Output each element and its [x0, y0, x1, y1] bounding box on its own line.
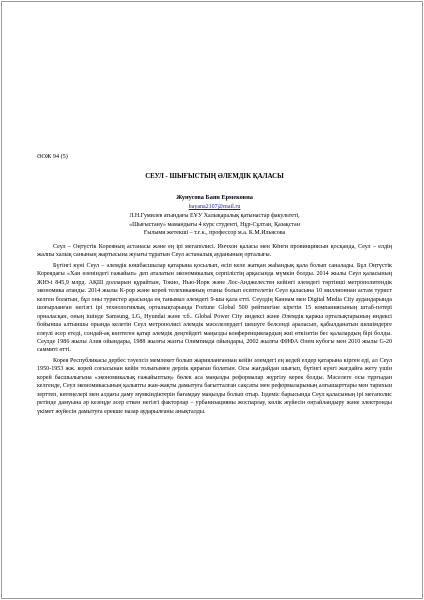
affiliation-line: «Шығыстану» мамандығы 4 курс студенті, Нұр-Сұлтан, Қазақстан	[129, 221, 300, 228]
udc-code: ӘОЖ 94 (5)	[37, 153, 68, 160]
paper-title: СЕУЛ - ШЫҒЫСТЫҢ ӘЛЕМДІК ҚАЛАСЫ	[145, 173, 284, 180]
body-text	[37, 243, 392, 418]
author-name: Жунусова Баян Ермековна	[176, 194, 253, 201]
affiliation-line: Л.Н.Гумилев атындағы ЕҰУ Халықаралық қатынастар факультеті,	[129, 213, 300, 219]
affiliation-block	[37, 212, 392, 238]
author-email-link[interactable]: bayana2107@mail.ru	[188, 204, 241, 210]
paragraph: Корея Республикасы дербес тәуелсіз мемлекет болып жарияланғаннан кейін әлемдегі ең кедей елдер қатарына кірген еді, ал Сеул 1950-1953 жж. корей соғысынан кейін толығымен дерлік қираған болатын. Осы жағдайдан шығып, бүгінгі күнгі жағдайға жету үшін корей басшылығына «экономикалық ғажайыптың» бөлек аса маңызды реформалар жүргізу керек болды. Мәселеге осы тұрғыдан келгенде, Сеул экономикасының қалыпты жан-жақты дамытуға бағытталған сақсаты мен реформаларының алғышарттары мен тарихын зерттеп, көтеңелері мен алдағы даму мүмкіндіктерін бағамдау маңызды болып отыр. Іздеміс барысында Сеул қаласының ірі мегаполис ретінде дамуына әр кезеңде әсер еткен негізгі факторлар – урбанизацияны жоспарлау, көлік жүйесін оңтайландыру және электронды үкімет жүйесін дамытуға ерекше назар аударылғаны анықталды.	[37, 357, 392, 415]
paragraph: Бүгінгі күні Сеул – әлемдік көшбасшылар қатарына қосылып, өсіп келе жатқан жаһандық қала болып саналады. Бұл Оңтүстік Кореядағы «Хан өзеніндегі ғажайып» деп аталатын экономикалық серпілістің арқасында мүмкін болды. 2014 жылы Сеул қаласының ЖІӨ-і 845,9 млрд. АҚШ долларын құрайтын, Токио, Нью-Йорк және Лос-Анджелестен кейінгі әлемдегі төртінші метрополитендік экономика атанды. 2014 жылы К-рор және корей телехикаяның отаны болып есептелетін Сеул қаласына 10 миллионнан астам турист келген болатын, бұл оны туристер арасында ең танымал әлемдегі 9-шы қала етті. Сеулдің Каннам мен Digital Media City аудандарында шоғырланған негізгі ірі технологиялық орталықтарында Fortune Global 500 рейтингіне кіретін 15 компаниясының штаб-пәтері орналасқан, оның ішінде Samsung, LG, Hyundai және т.б.. Global Power City индексі және Әлемдік қаржы орталықтарының индексі бойынша алтыншы орында келетін Сеул метрополисі әлемдік мәселелердегі шешуге белсенді араласып, қабылданатын шешімдерге елеулі әсер етеді, сондай-ақ көптеген қатар әлемдік деңгейдегі маңызды конференциялардың жиі өткізетін бес қалалардың бірі болды. Сеулде 1986 жылы Азия ойындары, 1988 жылғы жазғы Олимпиада ойындары, 2002 жылғы ФИФА Әлем кубогы мен 2010 жылы G-20 саммиті өтті.	[37, 262, 392, 354]
paragraph: Сеул – Оңтүстік Кореяның астанасы және ең ірі мегаполисі. Инчхон қаласы мен Кёнги провинциясын қосқанда, Сеул – елдің жалпы халық санының жартысына жуығы тұратын Сеул астаналық ауданының орталығы.	[37, 244, 392, 259]
document-page	[1, 1, 423, 599]
affiliation-line: Ғылыми жетекші – т.ғ.к., профессор м.а. К.М.Ильясова	[143, 230, 286, 237]
